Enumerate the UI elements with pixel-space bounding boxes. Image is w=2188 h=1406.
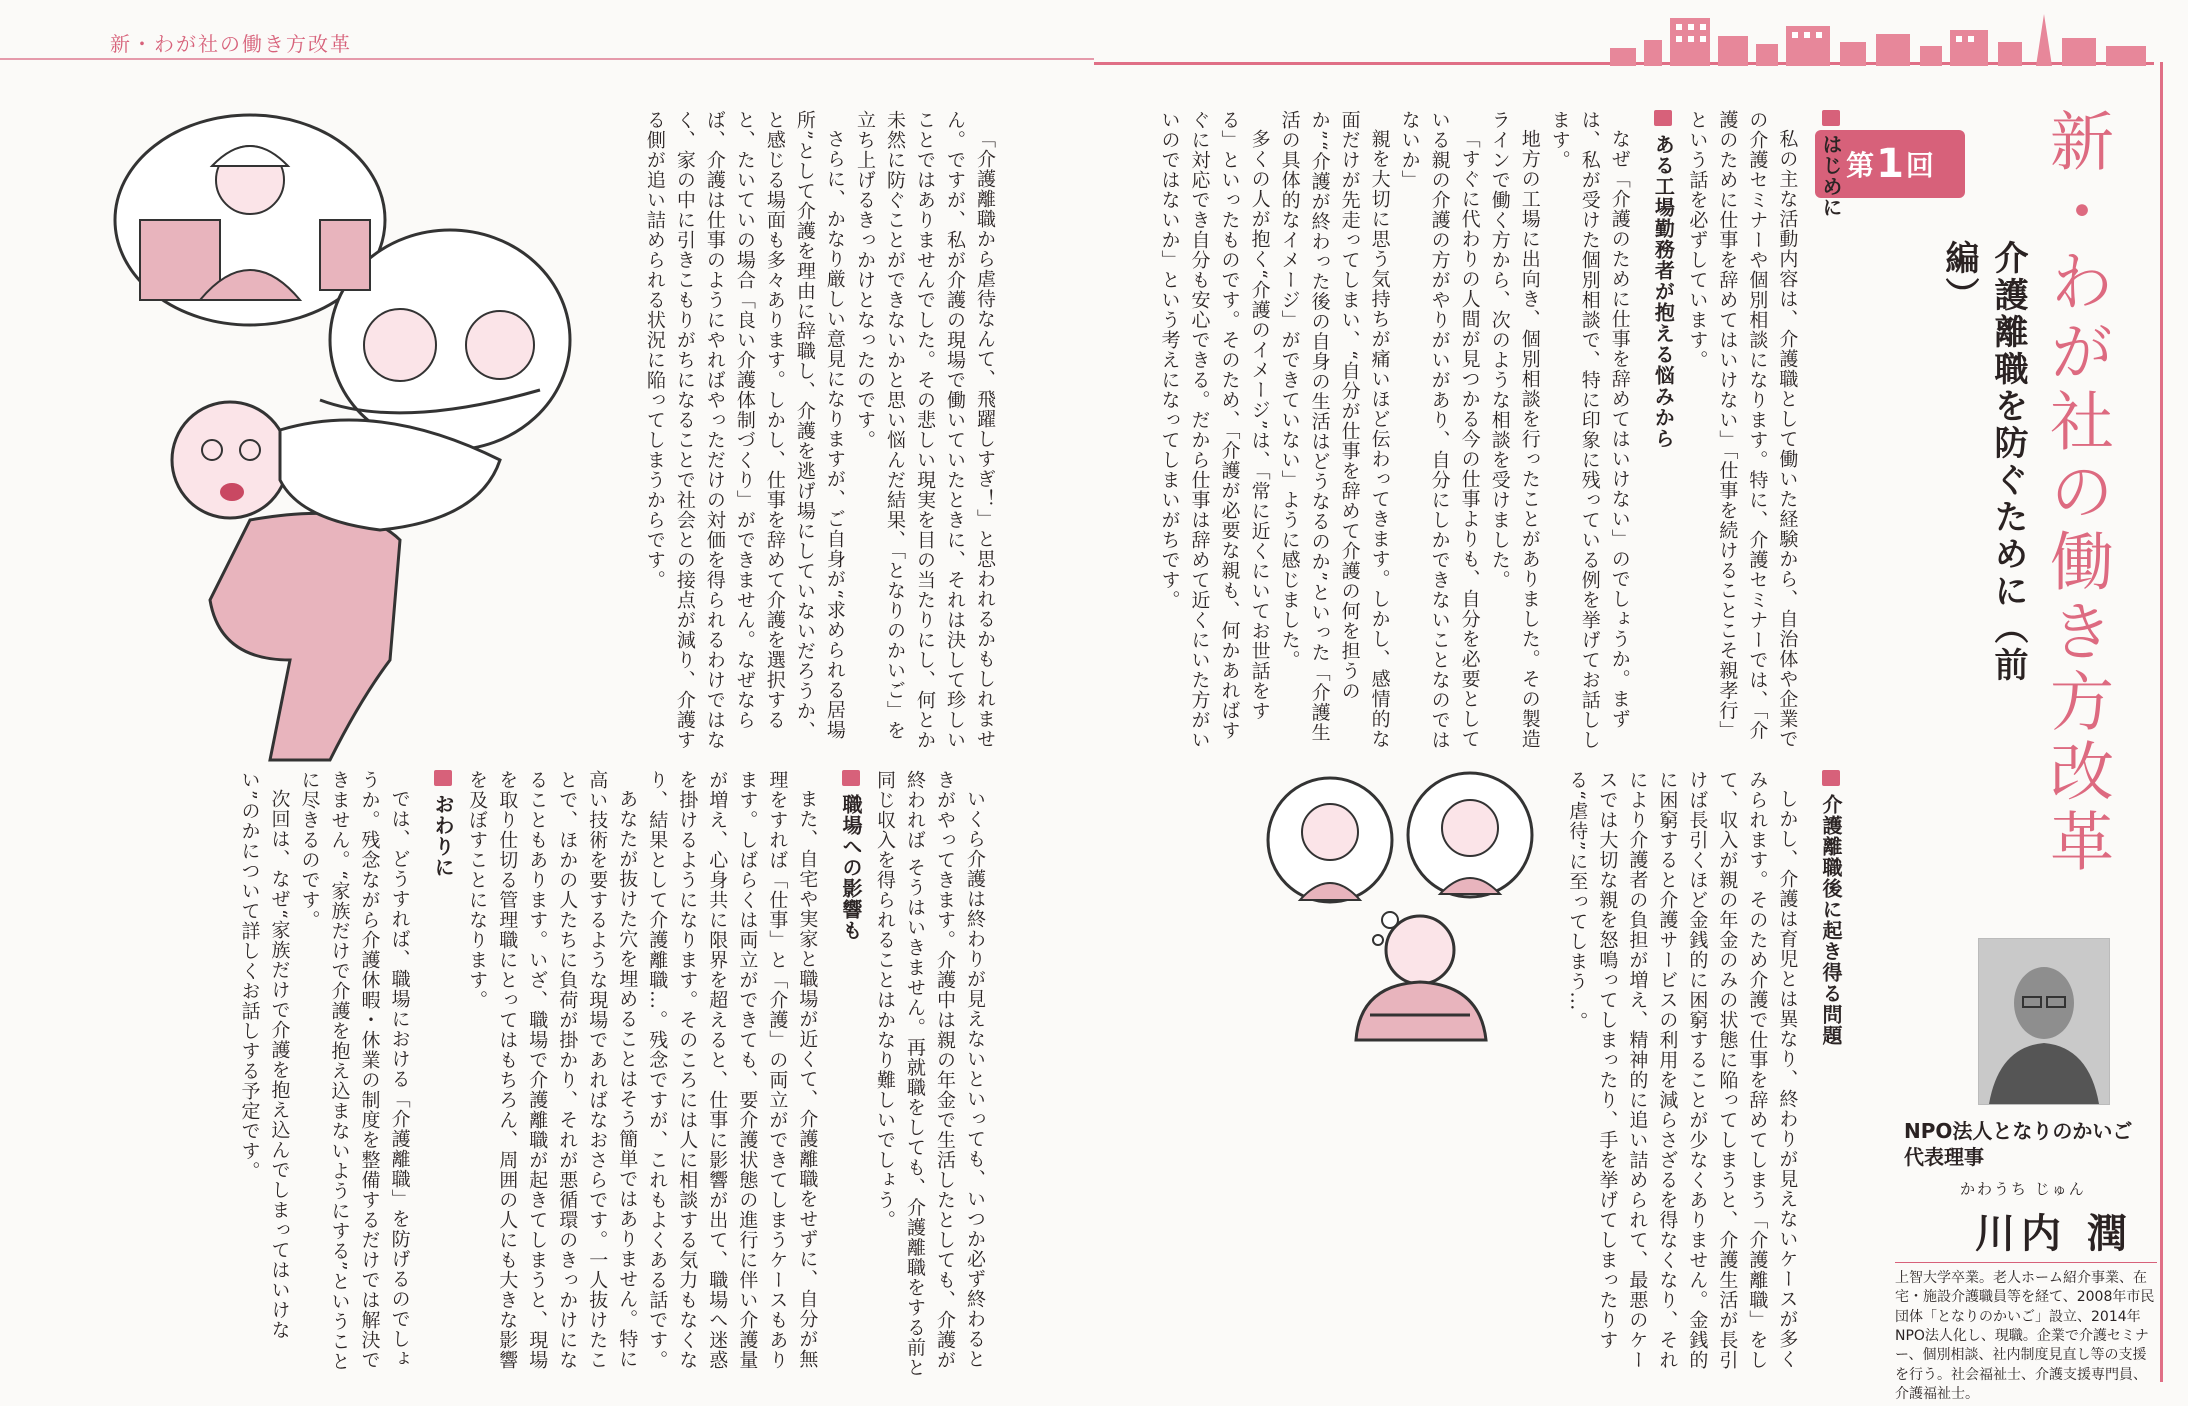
paragraph: いくら介護は終わりが見えないといっても、いつか必ず終わるときがやってきます。介護中は親の年金で生活したとしても、介護が終われば そうはいきません。再就職をしても、介護離職をする前と同じ収入を得られることはかなり難しいでしょう。 [873,770,986,1378]
header-rule-left [0,58,1094,60]
section-building-icon [434,770,452,786]
section-building-icon [1822,110,1840,126]
author-bio: 上智大学卒業。老人ホーム紹介事業、在宅・施設介護職員等を経て、2008年市民団体「となりのかいご」設立、2014年NPO法人化し、現職。企業で介護セミナー、個別相談、社内制度見直し等の支援を行う。社会福祉士、介護支援専門員、介護福祉士。 [1895,1262,2157,1404]
text-column-left-upper [580,110,1000,750]
section-heading-after-leave: 介護離職後に起き得る問題 [1814,770,1846,1380]
paragraph: 親を大切に思う気持ちが痛いほど伝わってきます。しかし、感情的な面だけが先走ってしまい、“自分が仕事を辞めて介護の何を担うのか”“介護が終わった後の自身の生活はどうなるのか”といった「介護生活の具体的なイメージ」ができていない」ように感じました。 [1278,110,1391,749]
author-name: 川内 潤 [1975,1211,2133,1257]
author-name-kana: かわうち じゅん [1960,1180,2086,1198]
section-heading-intro: はじめに [1814,110,1846,750]
episode-prefix: 第 [1846,149,1875,182]
author-photo [1978,938,2110,1105]
section-heading-factory: ある工場勤務者が抱える悩みから [1647,110,1679,750]
paragraph: では、どうすれば、職場における「介護離職」を防げるのでしょうか。残念ながら介護休暇・休業の制度を整備するだけでは解決できません。“家族だけで介護を抱え込まないようにする”ということに尽きるのです。 [298,770,411,1372]
thinking-worker-illustration [1260,770,1540,1040]
running-header: 新・わが社の働き方改革 [110,32,352,56]
paragraph: さらに、かなり厳しい意見になりますが、ご自身が“求められる居場所”として介護を理由に辞職し、介護を逃げ場にしていないだろうか、と感じる場面も多々あります。しかし、仕事を辞めて介護を選択すると、たいていの場合「良い介護体制づくり」ができません。なぜならば、介護は仕事のようにやればやっただけの対価を得られるわけではなく、家の中に引きこもりがちになることで社会との接点が減り、介護する側が追い詰められる状況に陥ってしまうからです。 [643,110,846,750]
paragraph: 「介護離職から虐待なんて、飛躍しすぎ！」と思われるかもしれません。ですが、私が介護の現場で働いていたときに、それは決して珍しいことではありませんでした。その悲しい現実を目の当たりにし、何とか未然に防ぐことができないかと思い悩んだ結果、「となりのかいご」を立ち上げるきっかけとなったのです。 [853,110,996,750]
right-edge-rule [2160,62,2163,1382]
paragraph: あなたが抜けた穴を埋めることはそう簡単ではありません。特に高い技術を要するような現場であればなおさらです。一人抜けたことで、ほかの人たちに負荷が掛かり、それが悪循環のきっかけになることもあります。いざ、職場で介護離職が起きてしまうと、現場を取り仕切る管理職にとってはもちろん、周囲の人にも大きな影響を及ぼすことになります。 [466,770,639,1370]
paragraph: 地方の工場に出向き、個別相談を行ったことがありました。その製造ラインで働く方から、次のような相談を受けました。 [1488,110,1541,749]
caregiver-illustration [100,100,570,760]
paragraph: 次回は、なぜ“家族だけで介護を抱え込んでしまってはいけない”のかについて詳しくお話しする予定です。 [238,770,291,1340]
section-building-icon [842,770,860,786]
paragraph: 多くの人が抱く“介護のイメージ”は、「常に近くにいてお世話をする」といったものです。そのため、「介護が必要な親も、何かあればすぐに対応でき自分も安心できる。だから仕事は辞めて近くにいた方がいいのではないか」という考えになってしまいがちです。 [1158,110,1271,750]
skyline-illustration [1600,12,2160,66]
text-column-left-lower [110,770,990,1380]
section-heading-conclusion: おわりに [427,770,459,1380]
paragraph: 「すぐに代わりの人間が見つかる今の仕事よりも、自分を必要としている親の介護の方がやりがいがあり、自分にしかできないことなのではないか」 [1398,110,1481,750]
person-silhouette-icon [1979,939,2109,1104]
episode-number: 1 [1876,141,1904,187]
text-column-right-upper [1158,110,1850,750]
paragraph: 私の主な活動内容は、介護職として働いた経験から、自治体や企業での介護セミナーや個別相談になります。特に、介護セミナーでは、「介護のために仕事を辞めてはいけない」「仕事を続けることこそ親孝行」という話を必ずしています。 [1686,110,1799,749]
paragraph: なぜ「介護のために仕事を辞めてはいけない」のでしょうか。まずは、私が受けた個別相談で、特に印象に残っている例を挙げてお話しします。 [1548,110,1631,750]
paragraph: また、自宅や実家と職場が近くて、介護離職をせずに、自分が無理をすれば「仕事」と「介護」の両立ができてしまうケースもあります。しばらくは両立ができても、要介護状態の進行に伴い介護量が増え、心身共に限界を超えると、仕事に影響が出て、職場へ迷惑を掛けるようになります。そのころには人に相談する気力もなくなり、結果として介護離職…。残念ですが、これもよくある話です。 [646,770,819,1370]
section-heading-workplace: 職場への影響も [834,770,866,1380]
author-organization: NPO法人となりのかいご代表理事 [1904,1119,2133,1169]
section-building-icon [1822,770,1840,786]
episode-suffix: 回 [1905,149,1934,182]
series-title: 新・わが社の働き方改革 [2039,108,2113,878]
paragraph: しかし、介護は育児とは異なり、終わりが見えないケースが多くみられます。そのため介護で仕事を辞めてしまう「介護離職」をして、収入が親の年金のみの状態に陥ってしまうと、介護生活が長引けば長引くほど金銭的に困窮することが少なくありません。金銭的に困窮すると介護サービスの利用を減らさざるを得なくなり、それにより介護者の負担が増え、精神的に追い詰められて、最悪のケースでは大切な親を怒鳴ってしまったり、手を挙げてしまったりする“虐待”に至ってしまう…。 [1566,770,1799,1370]
article-subtitle: 介護離職を防ぐために（前編） [1939,240,2028,684]
section-building-icon [1654,110,1672,126]
